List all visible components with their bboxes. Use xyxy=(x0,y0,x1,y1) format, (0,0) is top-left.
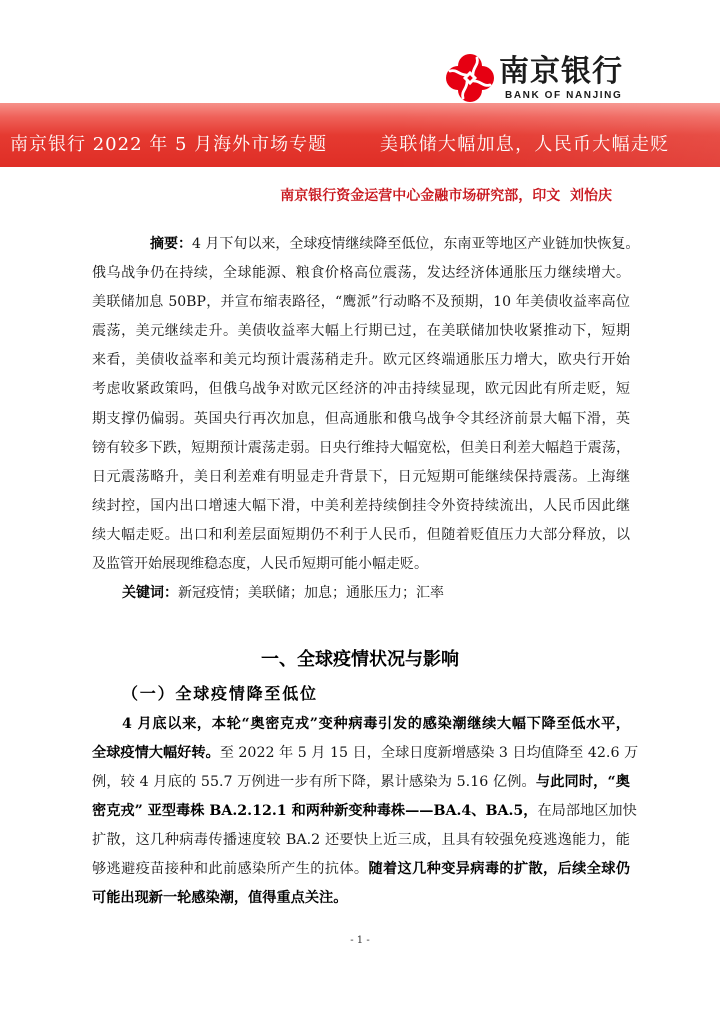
logo-name-chinese: 南京银行 xyxy=(499,54,623,89)
abstract-line xyxy=(92,230,640,259)
body-line xyxy=(92,739,639,768)
abstract-line: 震荡，美元继续走升。美债收益率大幅上行期已过，在美联储加快收紧推动下，短期 xyxy=(92,323,630,340)
body-line xyxy=(92,855,630,884)
bold-text: 可能出现新一轮感染潮，值得重点关注。 xyxy=(92,890,348,906)
abstract-line: 俄乌战争仍在持续，全球能源、粮食价格高位震荡，发达经济体通胀压力继续增大。 xyxy=(92,265,630,282)
emblem-graphic xyxy=(445,53,495,103)
abstract-line: 考虑收紧政策吗，但俄乌战争对欧元区经济的冲击持续显现，欧元因此有所走贬，短 xyxy=(92,381,630,398)
bold-text: 与此同时，“奥 xyxy=(535,774,630,790)
logo-name-english: BANK OF NANJING xyxy=(505,90,623,101)
page-number: - 1 - xyxy=(350,935,370,946)
bold-text: 全球疫情大幅好转。 xyxy=(92,745,220,761)
banner-series-title: 南京银行 2022 年 5 月海外市场专题 xyxy=(10,134,328,155)
body-text: 扩散，这几种病毒传播速度较 BA.2 还要快上近三成，且具有较强免疫逃逸能力，能 xyxy=(92,832,630,848)
title-banner xyxy=(0,103,720,167)
abstract-line: 来看，美债收益率和美元均预计震荡稍走升。欧元区终端通胀压力增大，欧央行开始 xyxy=(92,352,630,369)
keywords-line xyxy=(92,579,630,608)
body-line xyxy=(92,826,630,855)
abstract-line: 美联储加息 50BP，并宣布缩表路径，“鹰派”行动略不及预期，10 年美债收益率高位 xyxy=(92,294,630,311)
abstract-line: 镑有较多下跌，短期预计震荡走弱。日央行维持大幅宽松，但美日利差大幅趋于震荡， xyxy=(92,439,630,456)
body-text: 例，较 4 月底的 55.7 万例进一步有所下降，累计感染为 5.16 亿例。 xyxy=(92,774,536,790)
bold-text: 密克戎” 亚型毒株 BA.2.12.1 和两种新变种毒株——BA.4、BA.5， xyxy=(92,803,538,819)
body-text: 在局部地区加快 xyxy=(537,803,637,819)
abstract-line: 期支撑仍偏弱。英国央行再次加息，但高通胀和俄乌战争令其经济前景大幅下滑，英 xyxy=(92,410,630,427)
body-line xyxy=(92,797,637,826)
subsection-heading: （一）全球疫情降至低位 xyxy=(122,684,318,703)
abstract-line: 续大幅走贬。出口和利差层面短期仍不利于人民币，但随着贬值压力大部分释放，以 xyxy=(92,526,630,543)
body-text: 够逃避疫苗接种和此前感染所产生的抗体。 xyxy=(92,861,369,877)
bold-text: 随着这几种变异病毒的扩散，后续全球仍 xyxy=(368,861,630,877)
keywords-text: 新冠疫情；美联储；加息；通胀压力；汇率 xyxy=(178,585,444,602)
keywords-label: 关键词： xyxy=(122,585,178,602)
body-line xyxy=(92,884,630,913)
abstract-line: 日元震荡略升，美日利差难有明显走升背景下，日元短期可能继续保持震荡。上海继 xyxy=(92,468,630,485)
abstract-text: 4 月下旬以来，全球疫情继续降至低位，东南亚等地区产业链加快恢复。 xyxy=(192,236,640,252)
body-line xyxy=(92,710,630,739)
bank-of-nanjing-emblem-icon xyxy=(445,53,495,103)
author-line: 南京银行资金运营中心金融市场研究部，印文 刘怡庆 xyxy=(280,188,612,204)
body-text: 至 2022 年 5 月 15 日，全球日度新增感染 3 日均值降至 42.6 万 xyxy=(219,745,639,761)
banner-report-title: 美联储大幅加息，人民币大幅走贬 xyxy=(380,134,670,155)
bold-text: 4 月底以来，本轮“奥密克戎”变种病毒引发的感染潮继续大幅下降至低水平， xyxy=(122,716,630,732)
abstract-label: 摘要： xyxy=(150,236,192,252)
section-body xyxy=(92,710,639,913)
abstract-line: 续封控，国内出口增速大幅下滑，中美利差持续倒挂令外资持续流出，人民币因此继 xyxy=(92,497,630,514)
section-heading: 一、全球疫情状况与影响 xyxy=(261,649,459,670)
abstract xyxy=(92,230,640,608)
body-line xyxy=(92,768,630,797)
abstract-line: 及监管开始展现维稳态度，人民币短期可能小幅走贬。 xyxy=(92,556,428,573)
